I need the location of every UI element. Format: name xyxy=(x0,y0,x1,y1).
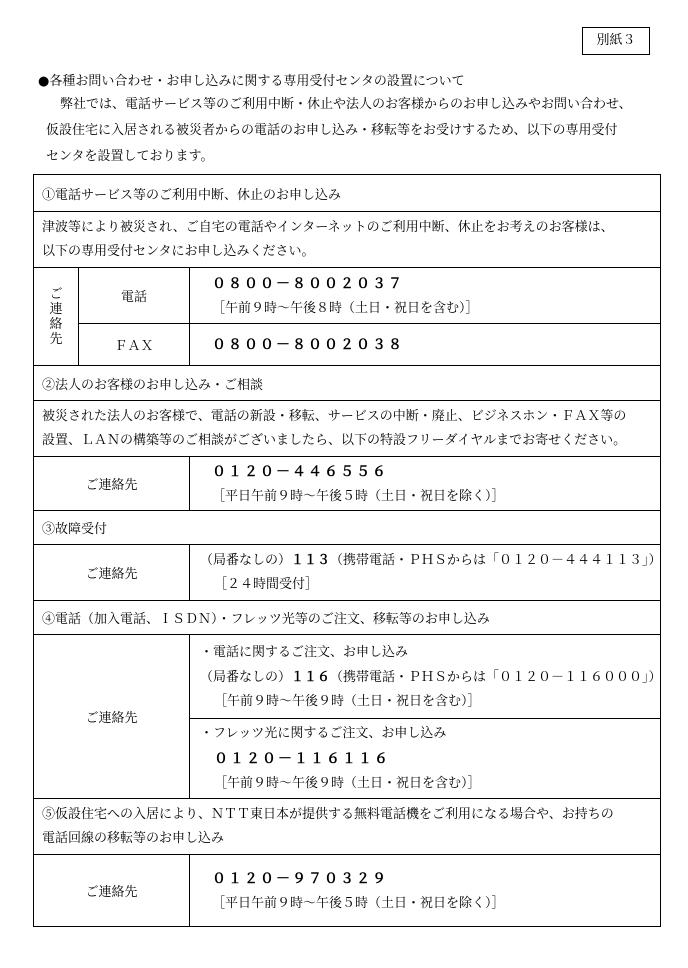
section-4-flets-cell xyxy=(190,719,661,799)
section-4-title: ④電話（加入電話、ＩＳＤＮ）・フレッツ光等のご注文、移転等のお申し込み xyxy=(34,601,661,635)
section-1-contact-label xyxy=(34,268,79,366)
intro-line: センタを設置しております。 xyxy=(46,149,214,164)
mobile-number: （携帯電話・ＰＨＳからは「０１２０－１１６０００」） xyxy=(330,669,662,685)
section-5-title xyxy=(34,799,661,855)
desc-line: 設置、ＬＡＮの構築等のご相談がございましたら、以下の特設フリーダイヤルまでお寄せください。 xyxy=(42,432,627,448)
section-2-number: ０１２０－４４６５５６ xyxy=(212,463,388,480)
section-4-flets-number: ０１２０－１１６１１６ xyxy=(214,751,390,767)
section-3-contact-label: ご連絡先 xyxy=(34,545,190,601)
contact-table xyxy=(33,174,661,927)
mobile-number: （携帯電話・ＰＨＳからは「０１２０－４４４１１３」） xyxy=(330,553,662,568)
contact-char: ご xyxy=(49,286,63,302)
section-2-hours: ［平日午前９時～午後５時（土日・祝日を除く）］ xyxy=(212,488,505,504)
tel-cell xyxy=(190,268,661,324)
tel-label: 電話 xyxy=(79,268,190,324)
section-5-contact-cell xyxy=(190,855,661,927)
title-line: 電話回線の移転等のお申し込み xyxy=(42,830,225,846)
section-2-title: ②法人のお客様のお申し込み・ご相談 xyxy=(34,366,661,401)
tel-number: ０８００－８００２０３７ xyxy=(212,275,404,292)
section-4-phone-number-line xyxy=(200,665,660,690)
short-number: １１６ xyxy=(291,669,331,685)
fax-number: ０８００－８００２０３８ xyxy=(212,336,404,353)
section-4-phone-hours: ［午前９時～午後９時（土日・祝日を含む）］ xyxy=(214,693,481,709)
section-4-flets-title: ・フレッツ光に関するご注文、お申し込み xyxy=(200,726,447,741)
section-2-contact-label: ご連絡先 xyxy=(34,457,190,511)
title-line: ⑤仮設住宅への入居により、ＮＴＴ東日本が提供する無料電話機をご利用になる場合や、お持ちの xyxy=(42,806,614,822)
short-number: １１３ xyxy=(291,553,331,568)
tel-hours: ［午前９時～午後８時（土日・祝日を含む）］ xyxy=(212,300,479,316)
intro-line: 弊社では、電話サービス等のご利用中断・休止や法人のお客様からのお申し込みやお問い合わせ、 xyxy=(60,97,632,112)
section-5-number: ０１２０－９７０３２９ xyxy=(212,870,388,887)
document-heading: ●各種お問い合わせ・お申し込みに関する専用受付センタの設置について xyxy=(38,74,465,89)
fax-cell xyxy=(190,324,661,366)
section-5-hours: ［平日午前９時～午後５時（土日・祝日を除く）］ xyxy=(212,895,505,911)
desc-line: 以下の専用受付センタにお申し込みください。 xyxy=(42,243,315,259)
contact-char: 先 xyxy=(49,331,63,347)
prefix-text: （局番なしの） xyxy=(200,669,292,685)
section-3-number-line xyxy=(200,548,660,573)
intro-line: 仮設住宅に入居される被災者からの電話のお申し込み・移転等をお受けするため、以下の専用受付 xyxy=(46,123,618,138)
desc-line: 被災された法人のお客様で、電話の新設・移転、サービスの中断・廃止、ビジネスホン・ＦＡＸ等の xyxy=(42,408,627,424)
prefix-text: （局番なしの） xyxy=(200,553,292,568)
section-2-contact-cell xyxy=(190,457,661,511)
section-1-description xyxy=(34,212,661,268)
section-4-flets-hours: ［午前９時～午後９時（土日・祝日を含む）］ xyxy=(214,776,481,791)
section-5-contact-label: ご連絡先 xyxy=(34,855,190,927)
section-2-description xyxy=(34,401,661,457)
contact-char: 連 xyxy=(49,301,63,317)
section-4-phone-cell xyxy=(190,635,661,719)
section-3-hours: ［２４時間受付］ xyxy=(214,577,319,592)
section-4-contact-label: ご連絡先 xyxy=(34,635,190,799)
section-3-title: ③故障受付 xyxy=(34,511,661,545)
section-3-contact-cell xyxy=(190,545,661,601)
section-1-title: ①電話サービス等のご利用中断、休止のお申し込み xyxy=(34,175,661,212)
attachment-tag: 別紙３ xyxy=(582,27,650,55)
fax-label: ＦＡＸ xyxy=(79,324,190,366)
contact-char: 絡 xyxy=(49,316,63,332)
desc-line: 津波等により被災され、ご自宅の電話やインターネットのご利用中断、休止をお考えのお客様は、 xyxy=(42,219,614,235)
intro-paragraph xyxy=(46,92,666,170)
section-4-phone-title: ・電話に関するご注文、お申し込み xyxy=(200,644,409,660)
